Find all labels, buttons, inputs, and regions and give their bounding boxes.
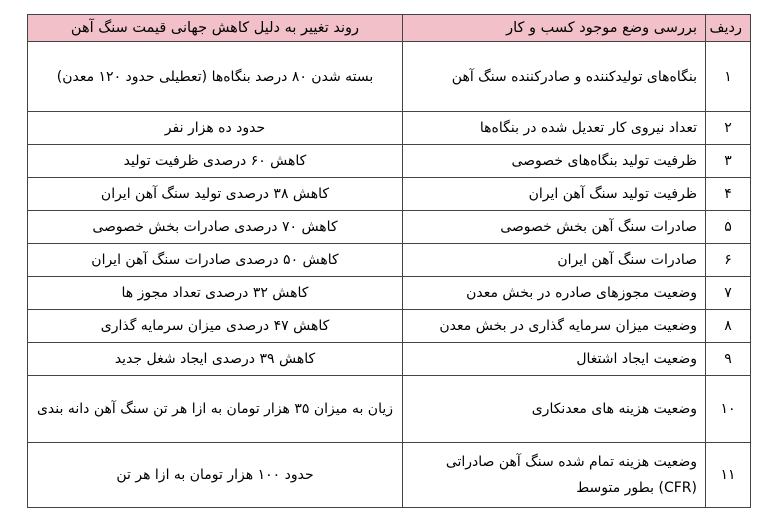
row-number-cell: ۷: [706, 277, 751, 310]
table-row: [28, 343, 751, 376]
trend-cell: کاهش ۳۸ درصدی تولید سنگ آهن ایران: [28, 178, 403, 211]
status-cell: وضعیت هزینه های معدنکاری: [403, 376, 706, 443]
trend-cell: کاهش ۵۰ درصدی صادرات سنگ آهن ایران: [28, 244, 403, 277]
table-row: [28, 310, 751, 343]
header-status: بررسی وضع موجود کسب و کار: [403, 15, 706, 42]
iron-ore-impact-table: [27, 14, 751, 508]
header-row: [28, 15, 751, 42]
trend-cell: حدود ۱۰۰ هزار تومان به ازا هر تن: [28, 443, 403, 508]
table-row: [28, 112, 751, 145]
row-number-cell: ۳: [706, 145, 751, 178]
status-cell: بنگاه‌های تولیدکننده و صادرکننده سنگ آهن: [403, 42, 706, 112]
status-cell: ظرفیت تولید بنگاه‌های خصوصی: [403, 145, 706, 178]
row-number-cell: ۱۱: [706, 443, 751, 508]
table-row: [28, 211, 751, 244]
row-number-cell: ۵: [706, 211, 751, 244]
status-cell: وضعیت هزینه تمام شده سنگ آهن صادراتی (CFR) بطور متوسط: [403, 443, 706, 508]
status-cell: صادرات سنگ آهن بخش خصوصی: [403, 211, 706, 244]
status-cell: وضعیت میزان سرمایه گذاری در بخش معدن: [403, 310, 706, 343]
trend-cell: کاهش ۴۷ درصدی میزان سرمایه گذاری: [28, 310, 403, 343]
table-row: [28, 42, 751, 112]
header-row-number: ردیف: [706, 15, 751, 42]
trend-cell: حدود ده هزار نفر: [28, 112, 403, 145]
row-number-cell: ۱: [706, 42, 751, 112]
table-container: [27, 14, 750, 508]
trend-cell: کاهش ۷۰ درصدی صادرات بخش خصوصی: [28, 211, 403, 244]
trend-cell: کاهش ۳۹ درصدی ایجاد شغل جدید: [28, 343, 403, 376]
status-cell: وضعیت مجوزهای صادره در بخش معدن: [403, 277, 706, 310]
row-number-cell: ۶: [706, 244, 751, 277]
table-row: [28, 244, 751, 277]
trend-cell: بسته شدن ۸۰ درصد بنگاه‌ها (تعطیلی حدود ۱۲۰ معدن): [28, 42, 403, 112]
row-number-cell: ۹: [706, 343, 751, 376]
table-row: [28, 145, 751, 178]
header-trend: روند تغییر به دلیل کاهش جهانی قیمت سنگ آهن: [28, 15, 403, 42]
status-cell: وضعیت ایجاد اشتغال: [403, 343, 706, 376]
row-number-cell: ۱۰: [706, 376, 751, 443]
table-row: [28, 443, 751, 508]
status-cell: تعداد نیروی کار تعدیل شده در بنگاه‌ها: [403, 112, 706, 145]
table-row: [28, 376, 751, 443]
trend-cell: کاهش ۶۰ درصدی ظرفیت تولید: [28, 145, 403, 178]
status-cell: صادرات سنگ آهن ایران: [403, 244, 706, 277]
trend-cell: کاهش ۳۲ درصدی تعداد مجوز ها: [28, 277, 403, 310]
row-number-cell: ۲: [706, 112, 751, 145]
row-number-cell: ۴: [706, 178, 751, 211]
table-row: [28, 178, 751, 211]
table-row: [28, 277, 751, 310]
status-cell: ظرفیت تولید سنگ آهن ایران: [403, 178, 706, 211]
row-number-cell: ۸: [706, 310, 751, 343]
trend-cell: زیان به میزان ۳۵ هزار تومان به ازا هر تن سنگ آهن دانه بندی: [28, 376, 403, 443]
